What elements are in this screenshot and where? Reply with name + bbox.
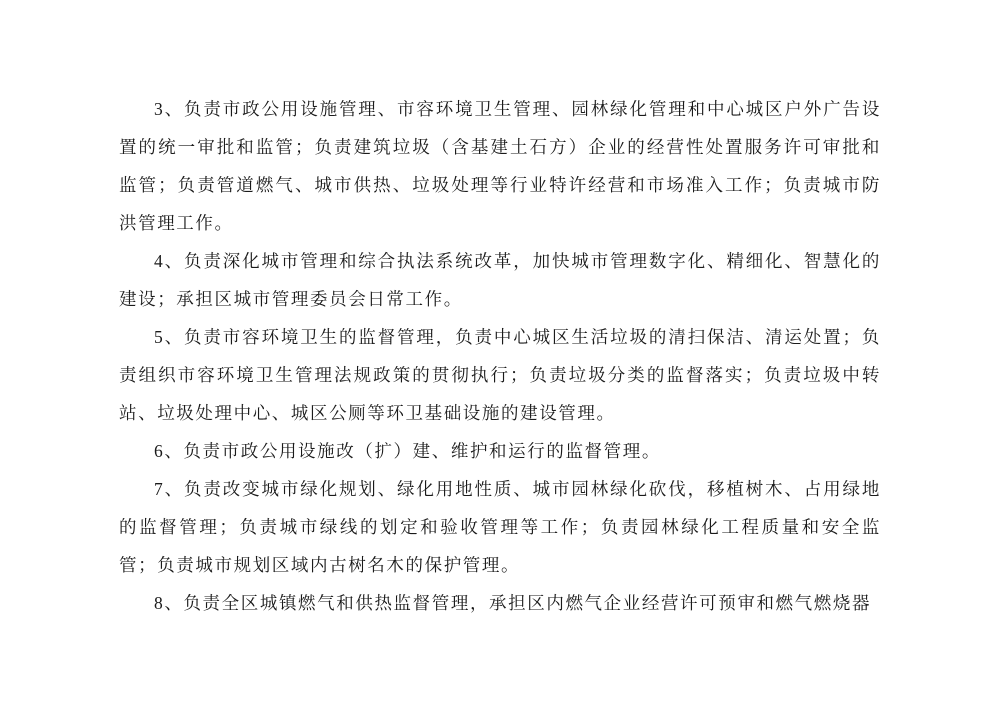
duty-paragraph-7: 7、负责改变城市绿化规划、绿化用地性质、城市园林绿化砍伐，移植树木、占用绿地的监督管理；负责城市绿线的划定和验收管理等工作；负责园林绿化工程质量和安全监管；负责城市规划区域内古树名木的保护管理。 (119, 479, 881, 575)
duty-paragraph-8: 8、负责全区城镇燃气和供热监督管理，承担区内燃气企业经营许可预审和燃气燃烧器 (154, 593, 872, 613)
duty-paragraph-4: 4、负责深化城市管理和综合执法系统改革，加快城市管理数字化、精细化、智慧化的建设；承担区城市管理委员会日常工作。 (119, 251, 881, 309)
duty-paragraph-3: 3、负责市政公用设施管理、市容环境卫生管理、园林绿化管理和中心城区户外广告设置的统一审批和监管；负责建筑垃圾（含基建土石方）企业的经营性处置服务许可审批和监管；负责管道燃气、城市供热、垃圾处理等行业特许经营和市场准入工作；负责城市防洪管理工作。 (119, 99, 881, 233)
duty-paragraph-6: 6、负责市政公用设施改（扩）建、维护和运行的监督管理。 (154, 441, 661, 461)
document-page (119, 90, 881, 622)
duty-paragraph-5: 5、负责市容环境卫生的监督管理，负责中心城区生活垃圾的清扫保洁、清运处置；负责组织市容环境卫生管理法规政策的贯彻执行；负责垃圾分类的监督落实；负责垃圾中转站、垃圾处理中心、城区公厕等环卫基础设施的建设管理。 (119, 327, 881, 423)
